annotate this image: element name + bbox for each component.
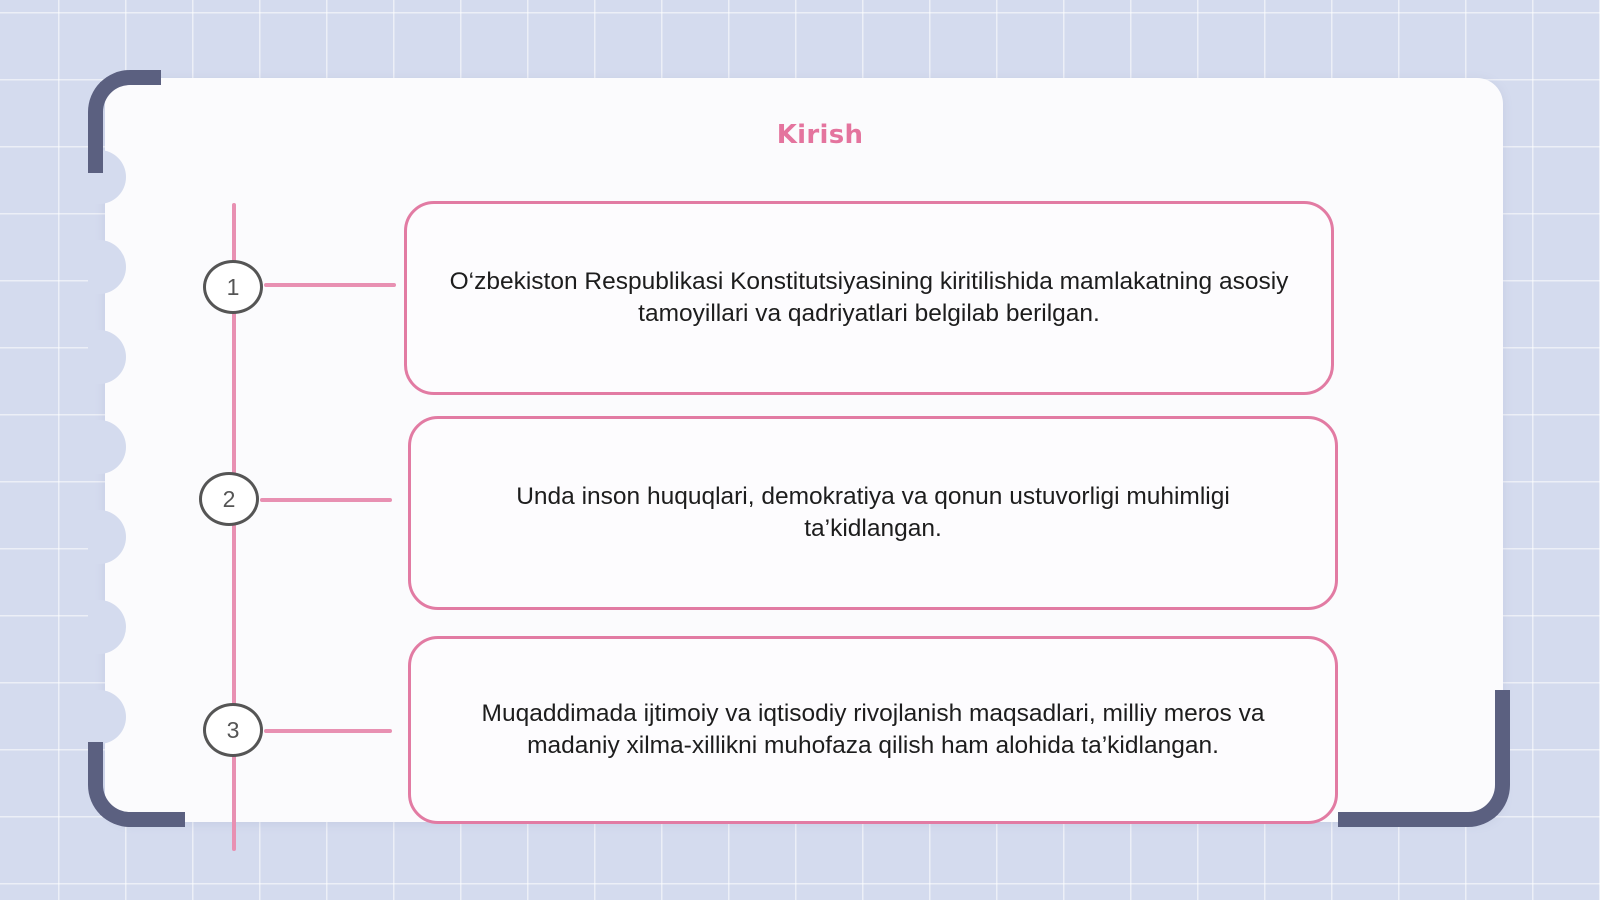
step-text-box: [408, 416, 1338, 610]
step-number-badge: 3: [203, 703, 263, 757]
step-text-box: [404, 201, 1334, 395]
step-text: Muqaddimada ijtimoiy va iqtisodiy rivojlanish maqsadlari, milliy meros va madaniy xilma-xillikni muhofaza qilish ham alohida ta’kidlangan.: [481, 700, 1265, 759]
slide-title: Kirish: [776, 120, 864, 150]
step-number-badge: 1: [203, 260, 263, 314]
step-text-box: [408, 636, 1338, 824]
timeline-connector: [264, 729, 392, 733]
timeline-connector: [264, 283, 396, 287]
frame-corner-bottom-left: [88, 742, 185, 827]
frame-corner-bottom-right: [1338, 690, 1510, 827]
step-number-badge: 2: [199, 472, 259, 526]
step-text: O‘zbekiston Respublikasi Konstitutsiyasining kiritilishida mamlakatning asosiy tamoyillari va qadriyatlari belgilab berilgan.: [449, 268, 1289, 327]
timeline-connector: [260, 498, 392, 502]
step-text: Unda inson huquqlari, demokratiya va qonun ustuvorligi muhimligi ta’kidlangan.: [516, 483, 1230, 542]
